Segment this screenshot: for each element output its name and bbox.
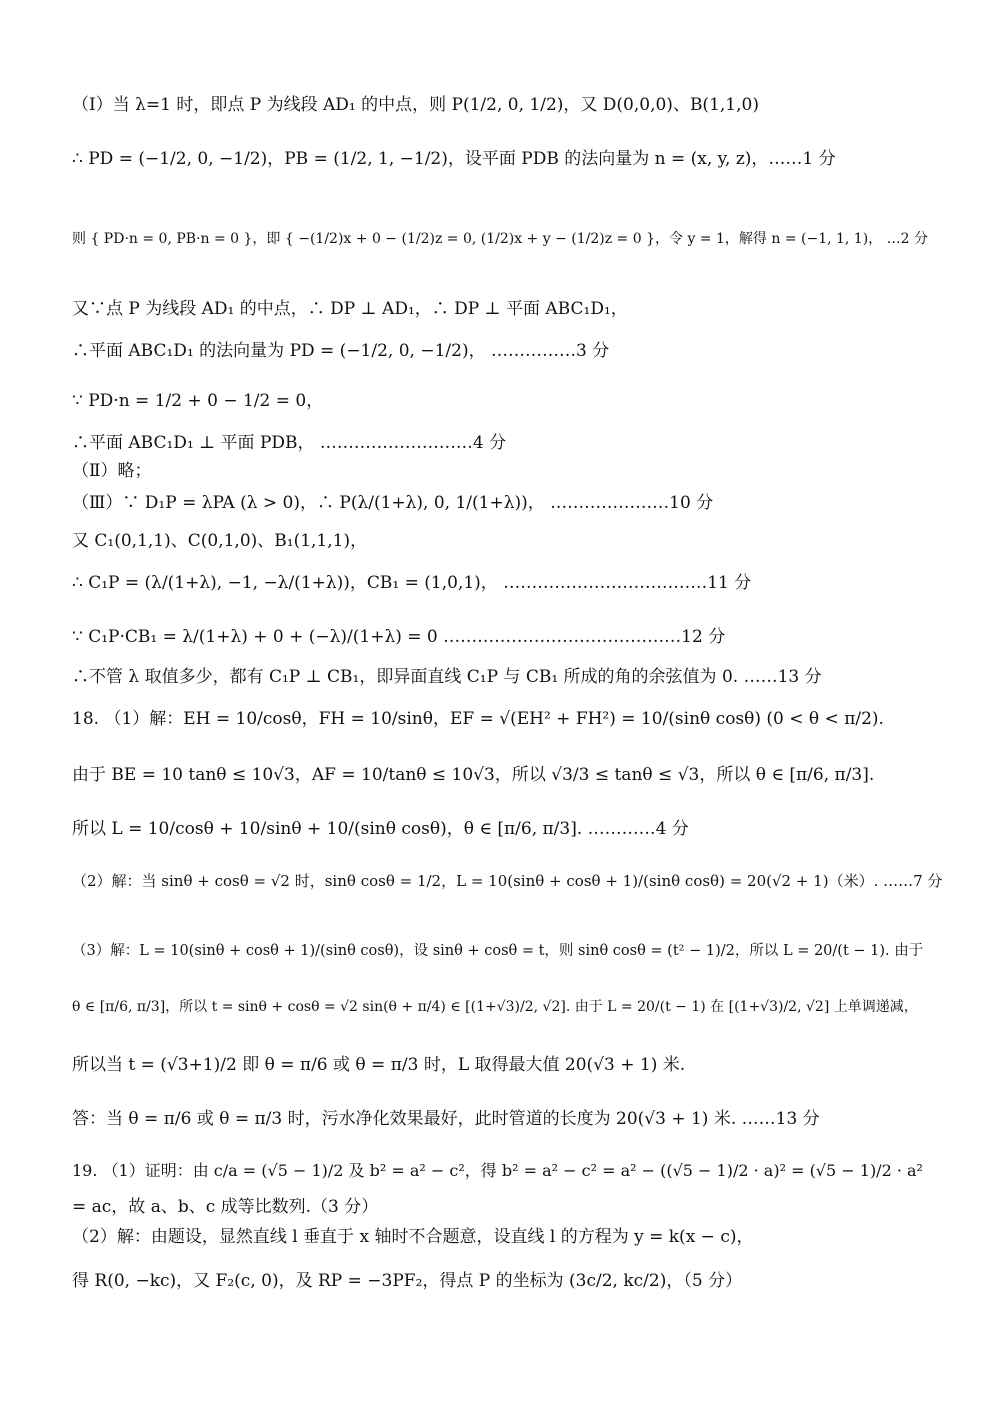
text-line-6: ∵ PD·n = 1/2 + 0 − 1/2 = 0， [72, 391, 324, 411]
text-line-1: （Ⅰ）当 λ=1 时，即点 P 为线段 AD₁ 的中点，则 P(1/2, 0, 1/2)，又 D(0,0,0)、B(1,1,0) [72, 95, 759, 115]
text-line-14: 18. （1）解：EH = 10/cosθ，FH = 10/sinθ，EF = √(EH² + FH²) = 10/(sinθ cosθ) (0 < θ < π/2). [72, 709, 884, 729]
text-line-21: 答：当 θ = π/6 或 θ = π/3 时，污水净化效果最好，此时管道的长度为 20(√3 + 1) 米. ……13 分 [72, 1109, 820, 1129]
text-line-20: 所以当 t = (√3+1)/2 即 θ = π/6 或 θ = π/3 时，L 取得最大值 20(√3 + 1) 米. [72, 1055, 686, 1075]
text-line-8: （Ⅱ）略； [72, 461, 152, 481]
text-line-24: （2）解：由题设，显然直线 l 垂直于 x 轴时不合题意，设直线 l 的方程为 y = k(x − c)， [72, 1227, 754, 1247]
text-line-11: ∴ C₁P = (λ/(1+λ), −1, −λ/(1+λ))，CB₁ = (1,0,1)， ………………………………11 分 [72, 573, 752, 593]
text-line-2: ∴ PD = (−1/2, 0, −1/2)，PB = (1/2, 1, −1/2)，设平面 PDB 的法向量为 n = (x, y, z)，……1 分 [72, 149, 836, 169]
text-line-13: ∴不管 λ 取值多少，都有 C₁P ⊥ CB₁，即异面直线 C₁P 与 CB₁ 所成的角的余弦值为 0. ……13 分 [72, 667, 822, 687]
text-line-7: ∴平面 ABC₁D₁ ⊥ 平面 PDB， ………………………4 分 [72, 433, 507, 453]
text-line-4: 又∵点 P 为线段 AD₁ 的中点，∴ DP ⊥ AD₁，∴ DP ⊥ 平面 ABC₁D₁， [72, 299, 628, 319]
text-line-18: （3）解：L = 10(sinθ + cosθ + 1)/(sinθ cosθ)，设 sinθ + cosθ = t，则 sinθ cosθ = (t² − 1)/2，所以 L = 20/(t − 1). 由于 [72, 943, 924, 959]
text-line-3: 则 { PD·n = 0, PB·n = 0 }，即 { −(1/2)x + 0 − (1/2)z = 0, (1/2)x + y − (1/2)z = 0 }，令 y = 1，解得 n = (−1, 1, 1)， …2 分 [72, 231, 928, 247]
text-line-22: 19. （1）证明：由 c/a = (√5 − 1)/2 及 b² = a² − c²，得 b² = a² − c² = a² − ((√5 − 1)/2 · a)² = (√5 − 1)/2 · a² [72, 1161, 923, 1180]
text-line-19: θ ∈ [π/6, π/3]，所以 t = sinθ + cosθ = √2 sin(θ + π/4) ∈ [(1+√3)/2, √2]. 由于 L = 20/(t − 1) 在 [(1+√3)/2, √2] 上单调递减， [72, 999, 918, 1015]
text-line-23: = ac，故 a、b、c 成等比数列.（3 分） [72, 1197, 379, 1217]
text-line-17: （2）解：当 sinθ + cosθ = √2 时，sinθ cosθ = 1/2，L = 10(sinθ + cosθ + 1)/(sinθ cosθ) = 20(√2 + 1)（米）. ……7 分 [72, 872, 943, 890]
text-line-16: 所以 L = 10/cosθ + 10/sinθ + 10/(sinθ cosθ)，θ ∈ [π/6, π/3]. …………4 分 [72, 819, 689, 839]
text-line-10: 又 C₁(0,1,1)、C(0,1,0)、B₁(1,1,1)， [72, 531, 368, 551]
text-line-25: 得 R(0, −kc)，又 F₂(c, 0)，及 RP = −3PF₂，得点 P 的坐标为 (3c/2, kc/2)，（5 分） [72, 1271, 743, 1291]
text-line-15: 由于 BE = 10 tanθ ≤ 10√3，AF = 10/tanθ ≤ 10√3，所以 √3/3 ≤ tanθ ≤ √3，所以 θ ∈ [π/6, π/3]. [72, 765, 875, 785]
text-line-12: ∵ C₁P·CB₁ = λ/(1+λ) + 0 + (−λ)/(1+λ) = 0 ……………………………………12 分 [72, 627, 726, 647]
text-line-9: （Ⅲ）∵ D₁P = λPA (λ > 0)，∴ P(λ/(1+λ), 0, 1/(1+λ))， …………………10 分 [72, 493, 714, 513]
text-line-5: ∴平面 ABC₁D₁ 的法向量为 PD = (−1/2, 0, −1/2)， ……………3 分 [72, 341, 610, 361]
